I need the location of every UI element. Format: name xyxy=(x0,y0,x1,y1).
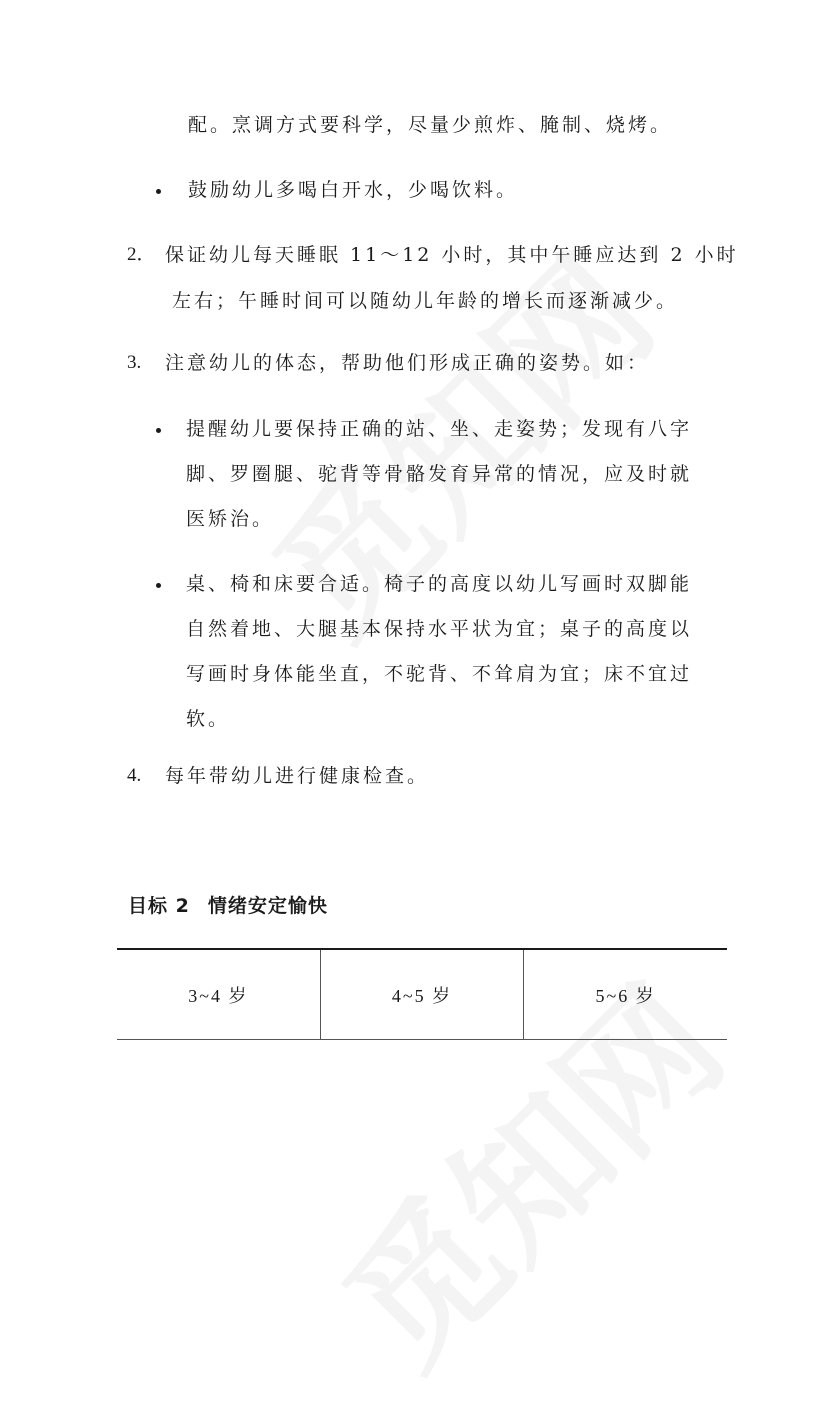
bullet-furniture-line: 写画时身体能坐直，不驼背、不耸肩为宜；床不宜过 xyxy=(186,663,693,685)
item-2-line: 保证幼儿每天睡眠 11～12 小时，其中午睡应达到 2 小时 xyxy=(165,244,739,266)
age-table xyxy=(117,948,727,1040)
bullet-dot xyxy=(156,428,161,433)
bullet-furniture-line: 自然着地、大腿基本保持水平状为宜；桌子的高度以 xyxy=(186,618,693,640)
item-2-line: 左右；午睡时间可以随幼儿年龄的增长而逐渐减少。 xyxy=(172,290,679,312)
bullet-dot xyxy=(156,583,161,588)
item-4-line: 每年带幼儿进行健康检查。 xyxy=(165,765,430,787)
bullet-dot xyxy=(156,189,161,194)
age-column-header: 5~6 岁 xyxy=(523,950,727,1039)
item-number-2: 2． xyxy=(127,244,156,265)
goal-heading xyxy=(128,892,328,920)
bullet-furniture-line: 桌、椅和床要合适。椅子的高度以幼儿写画时双脚能 xyxy=(186,573,693,595)
age-column-header: 4~5 岁 xyxy=(320,950,524,1039)
item-number-3: 3. xyxy=(127,352,142,373)
bullet-text-water: 鼓励幼儿多喝白开水，少喝饮料。 xyxy=(188,179,519,201)
continuation-line: 配。烹调方式要科学，尽量少煎炸、腌制、烧烤。 xyxy=(188,114,673,136)
goal-title: 情绪安定愉快 xyxy=(207,895,328,917)
bullet-posture-line: 提醒幼儿要保持正确的站、坐、走姿势；发现有八字 xyxy=(186,418,693,440)
item-number-4: 4. xyxy=(127,765,142,786)
bullet-posture-line: 医矫治。 xyxy=(186,508,275,530)
age-column-header: 3~4 岁 xyxy=(188,985,249,1006)
bullet-posture-line: 脚、罗圈腿、驼背等骨骼发育异常的情况，应及时就 xyxy=(186,463,693,485)
goal-label: 目标 2 xyxy=(128,895,190,917)
bullet-furniture-line: 软。 xyxy=(186,708,231,730)
item-3-line: 注意幼儿的体态，帮助他们形成正确的姿势。如： xyxy=(165,352,650,374)
